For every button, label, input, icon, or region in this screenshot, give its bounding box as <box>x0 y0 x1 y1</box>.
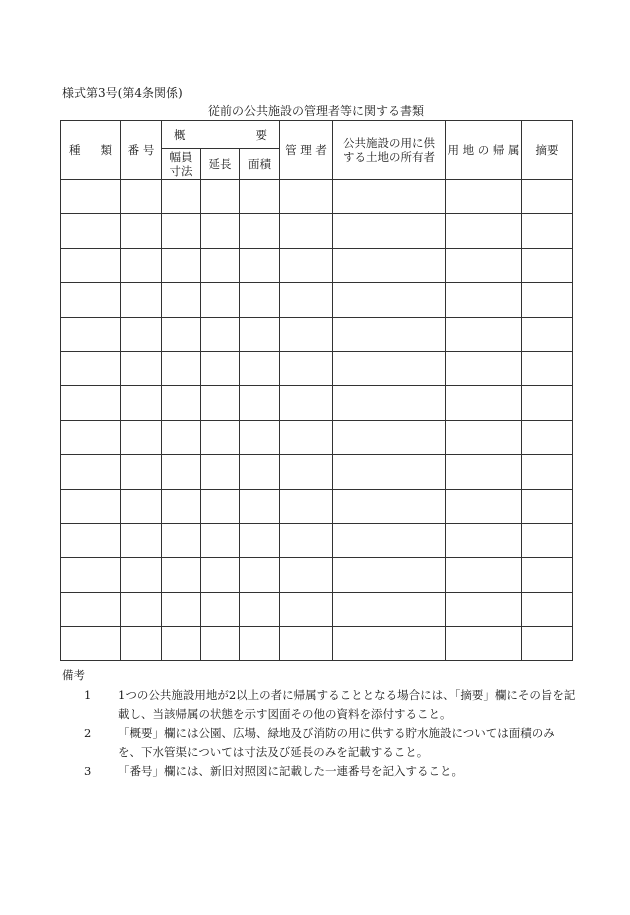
table-cell <box>121 627 162 661</box>
table-cell <box>240 523 280 557</box>
table-cell <box>280 180 333 214</box>
table-row <box>61 592 573 626</box>
table-row <box>61 248 573 282</box>
table-row <box>61 317 573 351</box>
table-cell <box>201 489 240 523</box>
table-cell <box>240 420 280 454</box>
table-cell <box>240 455 280 489</box>
table-cell <box>61 455 121 489</box>
table-cell <box>333 558 446 592</box>
table-cell <box>121 523 162 557</box>
table-cell <box>201 351 240 385</box>
table-cell <box>162 214 201 248</box>
table-cell <box>446 317 522 351</box>
table-cell <box>522 386 573 420</box>
table-cell <box>446 523 522 557</box>
table-cell <box>201 248 240 282</box>
header-width <box>162 149 201 180</box>
table-cell <box>121 283 162 317</box>
table-cell <box>333 351 446 385</box>
table-cell <box>240 317 280 351</box>
header-length: 延長 <box>201 149 240 180</box>
table-cell <box>201 283 240 317</box>
table-cell <box>162 317 201 351</box>
header-manager: 管 理 者 <box>280 121 333 180</box>
table-cell <box>61 627 121 661</box>
table-cell <box>240 180 280 214</box>
table-row <box>61 351 573 385</box>
table-cell <box>333 523 446 557</box>
table-cell <box>121 248 162 282</box>
header-land-owner-line2: する土地の所有者 <box>343 150 435 164</box>
table-cell <box>280 489 333 523</box>
table-cell <box>446 592 522 626</box>
table-cell <box>280 627 333 661</box>
table-cell <box>280 420 333 454</box>
table-cell <box>121 317 162 351</box>
table-cell <box>162 592 201 626</box>
table-cell <box>162 455 201 489</box>
table-row <box>61 627 573 661</box>
table-cell <box>162 627 201 661</box>
records-table <box>60 120 573 661</box>
header-overview-char1: 概 <box>174 127 186 142</box>
table-cell <box>162 386 201 420</box>
table-cell <box>61 523 121 557</box>
table-cell <box>162 248 201 282</box>
note-item-2 <box>62 724 577 762</box>
table-body <box>61 180 573 661</box>
table-cell <box>240 558 280 592</box>
table-cell <box>446 489 522 523</box>
table-cell <box>522 317 573 351</box>
note-item-1 <box>62 686 577 724</box>
table-cell <box>240 592 280 626</box>
table-cell <box>333 420 446 454</box>
form-label: 様式第3号(第4条関係) <box>62 86 183 100</box>
header-land-owner-line1: 公共施設の用に供 <box>343 136 435 150</box>
table-cell <box>61 317 121 351</box>
table-row <box>61 180 573 214</box>
table-cell <box>522 592 573 626</box>
header-overview-char2: 要 <box>255 127 267 142</box>
table-cell <box>446 351 522 385</box>
table-cell <box>522 558 573 592</box>
table-cell <box>446 627 522 661</box>
table-cell <box>240 386 280 420</box>
table-cell <box>121 592 162 626</box>
table-cell <box>61 558 121 592</box>
note-number: 1 <box>84 688 92 702</box>
table-cell <box>201 214 240 248</box>
table-cell <box>201 180 240 214</box>
table-cell <box>201 592 240 626</box>
table-cell <box>121 489 162 523</box>
table-cell <box>280 317 333 351</box>
table-row <box>61 558 573 592</box>
table-cell <box>280 386 333 420</box>
header-remarks: 摘要 <box>522 121 573 180</box>
table-cell <box>121 386 162 420</box>
table-cell <box>522 523 573 557</box>
table-cell <box>201 317 240 351</box>
table-cell <box>121 214 162 248</box>
table-cell <box>280 592 333 626</box>
header-type <box>61 121 121 180</box>
table-cell <box>201 386 240 420</box>
table-cell <box>522 214 573 248</box>
table-cell <box>121 455 162 489</box>
table-cell <box>121 180 162 214</box>
table-cell <box>121 351 162 385</box>
note-text: 「番号」欄には、新旧対照図に記載した一連番号を記入すること。 <box>118 764 463 778</box>
note-number: 3 <box>84 764 92 778</box>
table-cell <box>61 489 121 523</box>
table-cell <box>522 489 573 523</box>
table-cell <box>522 283 573 317</box>
table-cell <box>280 558 333 592</box>
table-cell <box>162 420 201 454</box>
header-type-char1: 種 <box>69 143 81 157</box>
table-cell <box>240 283 280 317</box>
table-cell <box>162 523 201 557</box>
notes-section <box>62 666 577 781</box>
table-cell <box>333 248 446 282</box>
table-cell <box>446 420 522 454</box>
table-row <box>61 214 573 248</box>
table-cell <box>280 523 333 557</box>
note-text: 「概要」欄には公園、広場、緑地及び消防の用に供する貯水施設については面積のみを、下水管渠については寸法及び延長のみを記載すること。 <box>118 726 555 759</box>
table-cell <box>280 351 333 385</box>
table-cell <box>333 283 446 317</box>
table-cell <box>522 180 573 214</box>
table-cell <box>162 180 201 214</box>
table-cell <box>446 248 522 282</box>
table-cell <box>333 386 446 420</box>
table-cell <box>280 283 333 317</box>
table-cell <box>333 180 446 214</box>
table-cell <box>280 214 333 248</box>
header-width-line2: 寸法 <box>169 164 193 178</box>
table-cell <box>201 455 240 489</box>
table-cell <box>333 592 446 626</box>
table-cell <box>61 248 121 282</box>
table-cell <box>446 180 522 214</box>
table-cell <box>61 386 121 420</box>
header-area: 面積 <box>240 149 280 180</box>
table-cell <box>240 489 280 523</box>
document-title: 従前の公共施設の管理者等に関する書類 <box>207 104 424 118</box>
table-cell <box>61 351 121 385</box>
table-cell <box>522 248 573 282</box>
table-cell <box>61 214 121 248</box>
table-cell <box>446 283 522 317</box>
table-cell <box>121 420 162 454</box>
table-row <box>61 420 573 454</box>
table-cell <box>446 386 522 420</box>
table-cell <box>280 248 333 282</box>
header-width-line1: 幅員 <box>169 150 193 164</box>
table-cell <box>333 489 446 523</box>
table-cell <box>121 558 162 592</box>
table-cell <box>333 627 446 661</box>
notes-heading: 備考 <box>62 668 85 682</box>
table-cell <box>201 420 240 454</box>
table-cell <box>61 592 121 626</box>
table-row <box>61 489 573 523</box>
header-land-owner <box>333 121 446 180</box>
table-cell <box>61 420 121 454</box>
table-row <box>61 523 573 557</box>
table-cell <box>446 455 522 489</box>
table-cell <box>162 489 201 523</box>
table-cell <box>446 558 522 592</box>
table-cell <box>240 351 280 385</box>
table-cell <box>522 627 573 661</box>
header-overview <box>162 121 280 149</box>
note-item-3 <box>62 762 577 781</box>
table-cell <box>333 317 446 351</box>
table-cell <box>522 455 573 489</box>
table-cell <box>61 283 121 317</box>
header-number: 番 号 <box>121 121 162 180</box>
table-cell <box>522 351 573 385</box>
header-type-char2: 類 <box>100 143 112 157</box>
note-number: 2 <box>84 726 92 740</box>
table-cell <box>446 214 522 248</box>
table-row <box>61 283 573 317</box>
table-cell <box>162 351 201 385</box>
table-cell <box>201 558 240 592</box>
table-cell <box>240 627 280 661</box>
table-cell <box>61 180 121 214</box>
table-cell <box>333 455 446 489</box>
table-cell <box>333 214 446 248</box>
table-cell <box>201 523 240 557</box>
header-land-attribution: 用 地 の 帰 属 <box>446 121 522 180</box>
table-cell <box>280 455 333 489</box>
table-cell <box>240 214 280 248</box>
table-cell <box>522 420 573 454</box>
table-cell <box>201 627 240 661</box>
table-row <box>61 455 573 489</box>
table-cell <box>240 248 280 282</box>
table-cell <box>162 283 201 317</box>
note-text: 1つの公共施設用地が2以上の者に帰属することとなる場合には、「摘要」欄にその旨を記載し、当該帰属の状態を示す図面その他の資料を添付すること。 <box>118 688 576 721</box>
table-cell <box>162 558 201 592</box>
table-row <box>61 386 573 420</box>
